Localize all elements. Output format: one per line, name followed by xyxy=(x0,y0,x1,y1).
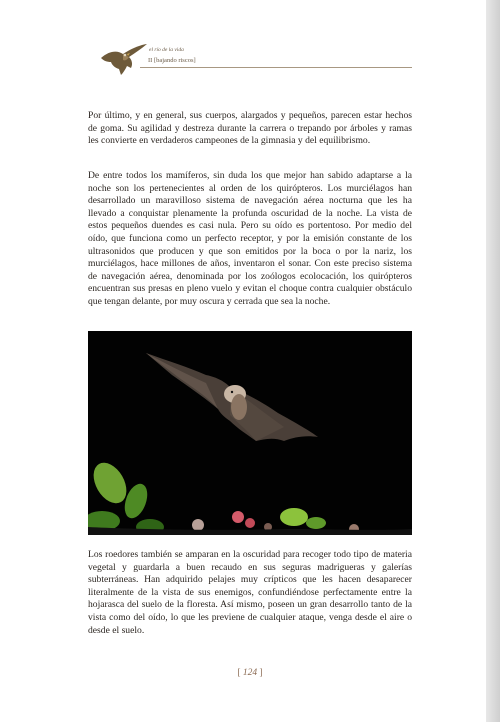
paragraph-1: Por último, y en general, sus cuerpos, alargados y pequeños, parecen estar hechos de goma. Su agilidad y destreza durante la carrera o trepando por árboles y ramas les convierte en verdaderos campeones de la gimnasia y del equilibrismo. xyxy=(88,110,412,147)
header-rule xyxy=(140,67,412,68)
close-bracket: ] xyxy=(257,668,263,678)
page-footer xyxy=(0,668,500,678)
section-title: II [bajando riscos] xyxy=(148,57,196,64)
eagle-logo-icon xyxy=(99,42,149,76)
page-edge-shadow xyxy=(486,0,500,722)
open-bracket: [ xyxy=(237,668,243,678)
paragraph-2: De entre todos los mamíferos, sin duda los que mejor han sabido adaptarse a la noche son los pertenecientes al orden de los quirópteros. Los murciélagos han desarrollado un maravilloso sistema de navegación aérea nocturna que les ha llevado a conquistar plenamente la profunda oscuridad de la noche. La vista de estos pequeños duendes es casi nula. Pero su oído es portentoso. Por medio del oído, que funciona como un perfecto receptor, y por la emisión constante de los ultrasonidos que producen y que son emitidos por la boca o por la nariz, los murciélagos, hace millones de años, inventaron el sonar. Con este preciso sistema de navegación aérea, denominada por los zoólogos ecolocación, los quirópteros encuentran sus presas en pleno vuelo y evitan el choque contra cualquier obstáculo que tengan delante, por muy oscura y cerrada que sea la noche. xyxy=(88,170,412,307)
page-number: 124 xyxy=(242,668,258,678)
running-header xyxy=(95,40,413,76)
paragraph-3: Los roedores también se amparan en la oscuridad para recoger todo tipo de materia vegetal y guardarla a buen recaudo en sus seguras madrigueras y galerías subterráneas. Han adquirido pelajes muy crípticos que les hacen desaparecer literalmente de la vista de sus enemigos, confundiéndose perfectamente entre la hojarasca del suelo de la floresta. Así mismo, poseen un gran desarrollo tanto de la vista como del oído, lo que les previene de cualquier ataque, venga desde el aire o desde el suelo. xyxy=(88,549,412,636)
bat-photograph xyxy=(88,331,412,535)
book-title: el río de la vida xyxy=(149,47,184,53)
